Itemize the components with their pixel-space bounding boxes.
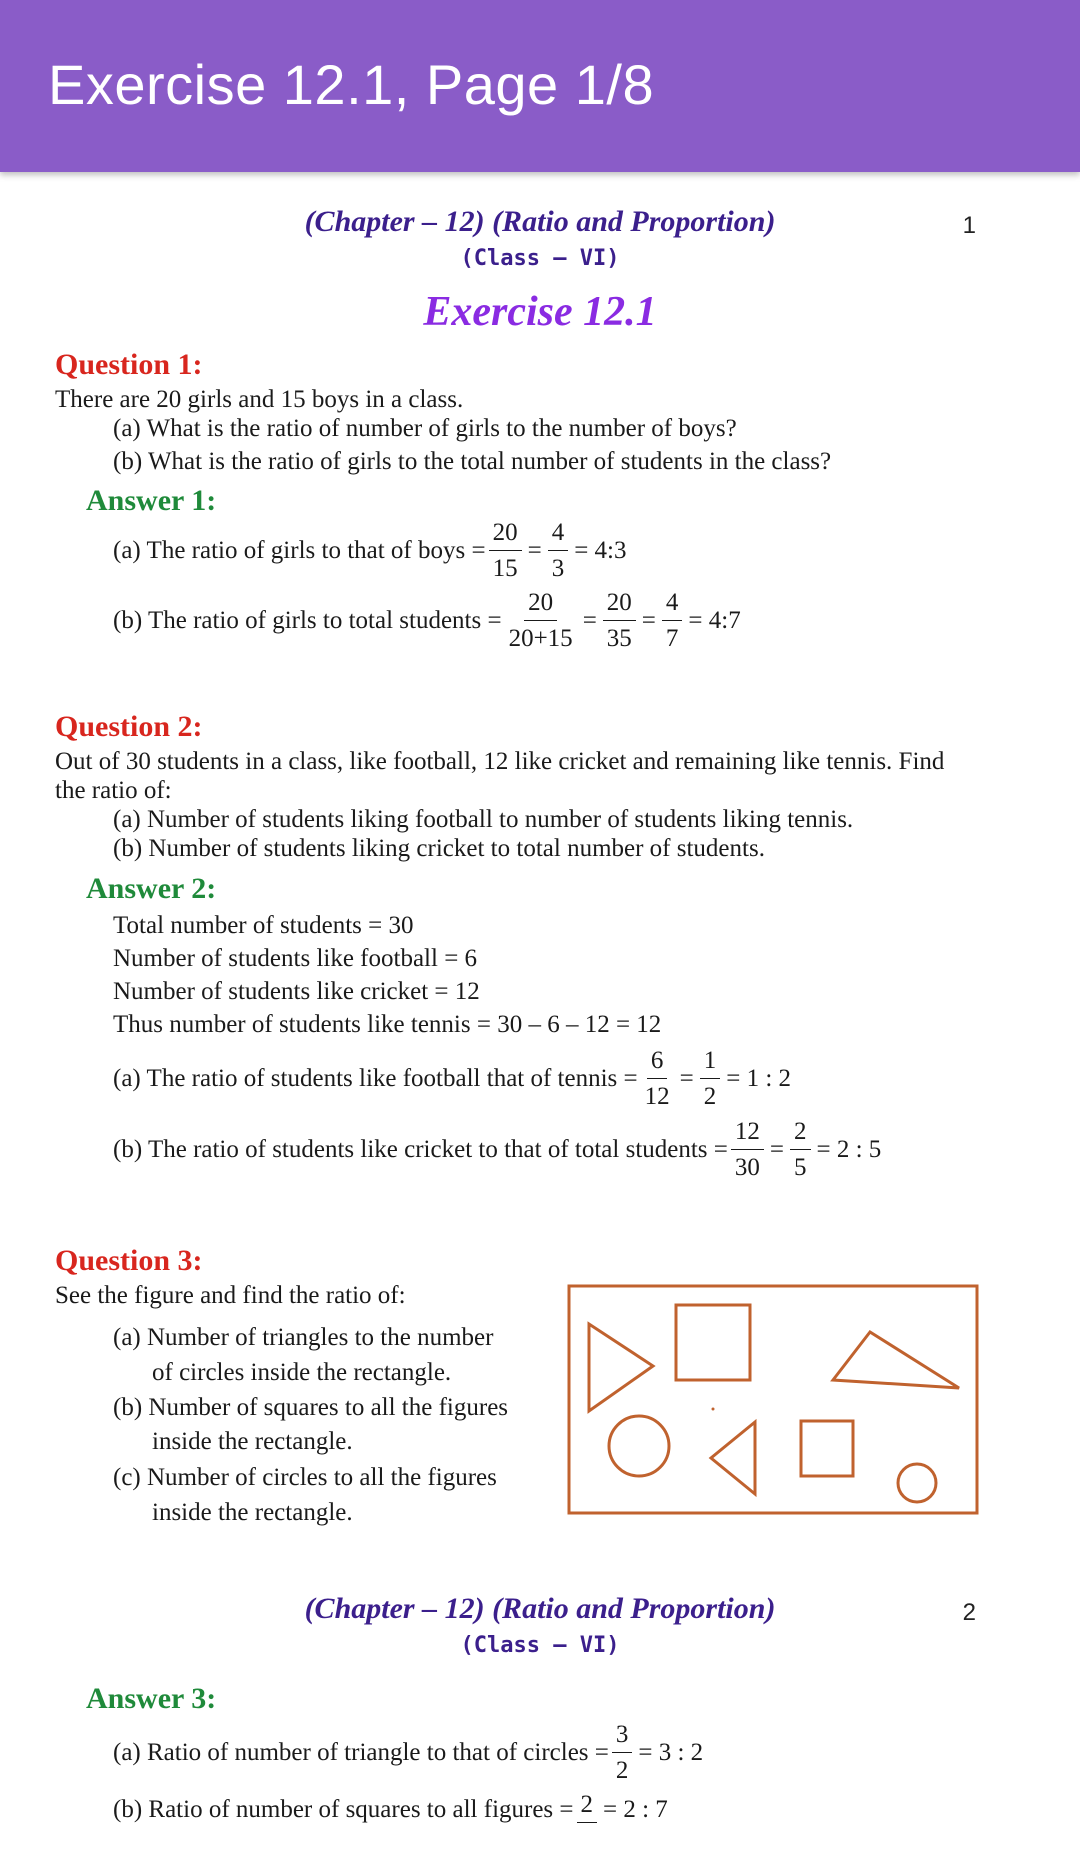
answer-3b-label: (b) Ratio of number of squares to all figures = (113, 1796, 574, 1824)
rectangle-border (569, 1286, 977, 1513)
denominator: 12 (644, 1083, 670, 1111)
question-2a-text: (a) Number of students liking football to number of students liking tennis. (113, 806, 854, 833)
answer-2a-label: (a) The ratio of students like football that of tennis = (113, 1065, 638, 1093)
question-1b-text: (b) What is the ratio of girls to the total number of students in the class? (113, 448, 832, 475)
answer-2-heading: Answer 2: (86, 872, 217, 905)
numerator: 2 (577, 1792, 598, 1823)
circle-shape (609, 1416, 669, 1476)
square-shape (676, 1305, 750, 1380)
denominator (583, 1823, 591, 1828)
class-heading: (Class – VI) (460, 246, 620, 271)
class-heading-page-2: (Class – VI) (460, 1633, 620, 1658)
question-1-heading: Question 1: (55, 348, 203, 381)
denominator: 35 (606, 625, 632, 653)
result-text: = 1 : 2 (726, 1065, 792, 1093)
question-2-heading: Question 2: (55, 710, 203, 743)
result-text: = 4:7 (688, 607, 741, 635)
question-1-text: There are 20 girls and 15 boys in a class. (55, 386, 464, 413)
result-text: = 3 : 2 (638, 1739, 704, 1767)
triangle-shape (833, 1332, 959, 1388)
equals-sign: = (527, 537, 542, 565)
answer-2a (113, 1048, 794, 1111)
page-number-2: 2 (962, 1599, 976, 1626)
square-shape (801, 1421, 853, 1476)
fraction (700, 1048, 721, 1111)
app-bar (0, 0, 1080, 172)
answer-2b-label: (b) The ratio of students like cricket to that of total students = (113, 1136, 728, 1164)
page-number: 1 (962, 212, 976, 239)
question-3c-text-line1: (c) Number of circles to all the figures (113, 1464, 497, 1491)
numerator: 1 (700, 1048, 721, 1079)
fraction (731, 1119, 764, 1182)
question-1a-text: (a) What is the ratio of number of girls to the number of boys? (113, 415, 737, 442)
equals-sign: = (679, 1065, 694, 1093)
equals-sign: = (582, 607, 597, 635)
answer-1a-label: (a) The ratio of girls to that of boys = (113, 537, 486, 565)
question-3b-text-line1: (b) Number of squares to all the figures (113, 1394, 509, 1421)
fraction (612, 1722, 633, 1785)
fraction (662, 590, 683, 653)
question-2b-text: (b) Number of students liking cricket to total number of students. (113, 835, 765, 862)
denominator: 15 (492, 555, 518, 583)
question-3a-text-line1: (a) Number of triangles to the number (113, 1324, 494, 1351)
answer-3-heading: Answer 3: (86, 1682, 217, 1715)
result-text: = 2 : 5 (816, 1136, 882, 1164)
answer-1b (113, 590, 744, 653)
numerator: 2 (790, 1119, 811, 1150)
triangle-shape (711, 1422, 755, 1494)
triangle-shape (589, 1324, 653, 1411)
fraction (790, 1119, 811, 1182)
result-text: = 2 : 7 (603, 1796, 668, 1824)
question-3a-text-line2: of circles inside the rectangle. (152, 1359, 452, 1386)
fraction (603, 590, 636, 653)
circle-shape (898, 1464, 936, 1502)
chapter-heading: (Chapter – 12) (Ratio and Proportion) (304, 205, 776, 238)
denominator: 5 (794, 1154, 807, 1182)
exercise-title: Exercise 12.1 (423, 289, 657, 335)
denominator: 20+15 (508, 625, 573, 653)
answer-3b (113, 1792, 671, 1828)
numerator: 3 (612, 1722, 633, 1753)
equals-sign: = (641, 607, 656, 635)
denominator: 30 (734, 1154, 760, 1182)
question-2-text-line2: the ratio of: (55, 777, 172, 804)
answer-3a (113, 1722, 706, 1785)
answer-2-line1: Total number of students = 30 (113, 912, 414, 939)
fraction (489, 520, 522, 583)
denominator: 2 (703, 1083, 717, 1111)
answer-3a-label: (a) Ratio of number of triangle to that of circles = (113, 1739, 609, 1767)
answer-2b (113, 1119, 884, 1182)
answer-2-line2: Number of students like football = 6 (113, 945, 478, 972)
chapter-heading-page-2: (Chapter – 12) (Ratio and Proportion) (304, 1592, 776, 1625)
answer-1b-label: (b) The ratio of girls to total students = (113, 607, 502, 635)
fraction (505, 590, 577, 653)
fraction (548, 520, 569, 583)
question-3c-text-line2: inside the rectangle. (152, 1499, 353, 1526)
numerator: 20 (489, 520, 522, 551)
question-3b-text-line2: inside the rectangle. (152, 1428, 353, 1455)
numerator: 4 (662, 590, 683, 621)
answer-2-line3: Number of students like cricket = 12 (113, 978, 480, 1005)
answer-1-heading: Answer 1: (86, 484, 217, 517)
denominator: 7 (665, 625, 679, 653)
equals-sign: = (769, 1136, 784, 1164)
question-3-text: See the figure and find the ratio of: (55, 1282, 406, 1309)
numerator: 20 (524, 590, 557, 621)
document-page[interactable] (0, 172, 1080, 1852)
numerator: 6 (647, 1048, 668, 1079)
numerator: 4 (548, 520, 569, 551)
dot-mark (712, 1408, 715, 1411)
numerator: 20 (603, 590, 636, 621)
fraction (641, 1048, 674, 1111)
question-3-heading: Question 3: (55, 1244, 203, 1277)
app-bar-title: Exercise 12.1, Page 1/8 (48, 53, 655, 116)
answer-2-line4: Thus number of students like tennis = 30 – 6 – 12 = 12 (113, 1011, 662, 1038)
numerator: 12 (731, 1119, 764, 1150)
answer-1a (113, 520, 630, 583)
fraction (577, 1792, 598, 1828)
denominator: 2 (615, 1757, 629, 1785)
shapes-figure (567, 1284, 979, 1515)
result-text: = 4:3 (574, 537, 627, 565)
denominator: 3 (551, 555, 565, 583)
question-2-text-line1: Out of 30 students in a class, like football, 12 like cricket and remaining like tennis. Find (55, 748, 945, 775)
